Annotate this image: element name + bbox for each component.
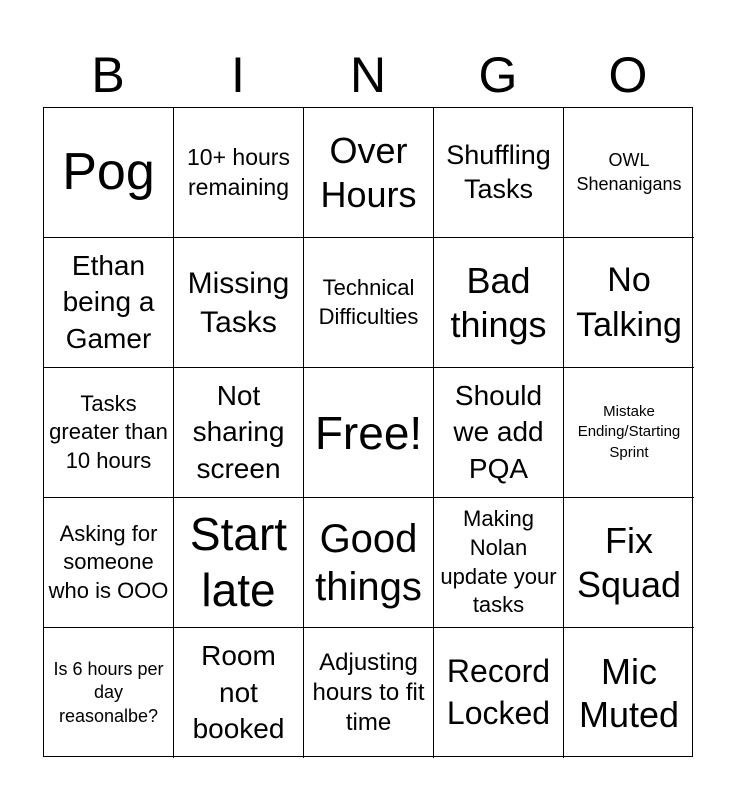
cell-text: Record Locked	[446, 653, 551, 731]
bingo-cell-r5c5[interactable]	[564, 628, 694, 758]
cell-text: Technical Difficulties	[318, 274, 419, 329]
bingo-cell-r3c1[interactable]	[44, 368, 174, 498]
bingo-cell-r1c5[interactable]	[564, 108, 694, 238]
cell-text: Should we add PQA	[453, 379, 544, 484]
cell-text: Mic Muted	[578, 650, 680, 735]
bingo-cell-r4c2[interactable]	[174, 498, 304, 628]
cell-text: Asking for someone who is OOO	[48, 520, 169, 603]
bingo-cell-r4c5[interactable]	[564, 498, 694, 628]
bingo-cell-r5c4[interactable]	[434, 628, 564, 758]
bingo-cell-r1c1[interactable]	[44, 108, 174, 238]
bingo-card-grid	[43, 107, 693, 757]
cell-text: Good things	[315, 516, 422, 609]
bingo-cell-r2c2[interactable]	[174, 238, 304, 368]
bingo-cell-r4c3[interactable]	[304, 498, 434, 628]
bingo-cell-r5c1[interactable]	[44, 628, 174, 758]
header-letter-i: I	[231, 47, 245, 103]
cell-text: Bad things	[450, 260, 547, 345]
cell-text: Shuffling Tasks	[446, 139, 551, 204]
bingo-cell-r4c4[interactable]	[434, 498, 564, 628]
cell-text: Making Nolan update your tasks	[440, 506, 557, 618]
cell-text: 10+ hours remaining	[187, 143, 290, 200]
header-letter-g: G	[478, 47, 518, 103]
bingo-cell-r3c4[interactable]	[434, 368, 564, 498]
cell-text: No Talking	[576, 261, 682, 344]
bingo-cell-r3c5[interactable]	[564, 368, 694, 498]
cell-text: Not sharing screen	[192, 379, 285, 484]
bingo-cell-r3c2[interactable]	[174, 368, 304, 498]
header-letter-o: O	[608, 47, 648, 103]
bingo-cell-r1c4[interactable]	[434, 108, 564, 238]
bingo-cell-r1c3[interactable]	[304, 108, 434, 238]
cell-text: Free!	[314, 406, 423, 459]
cell-text: Is 6 hours per day reasonalbe?	[53, 658, 164, 726]
bingo-cell-r2c5[interactable]	[564, 238, 694, 368]
bingo-cell-r5c2[interactable]	[174, 628, 304, 758]
bingo-cell-r2c4[interactable]	[434, 238, 564, 368]
cell-text: Fix Squad	[576, 520, 682, 605]
cell-text: Over Hours	[320, 130, 417, 215]
cell-text: Adjusting hours to fit time	[312, 649, 425, 736]
bingo-cell-r2c3[interactable]	[304, 238, 434, 368]
cell-text: Ethan being a Gamer	[62, 249, 155, 354]
bingo-header	[43, 44, 693, 106]
bingo-cell-r5c3[interactable]	[304, 628, 434, 758]
header-letter-n: N	[349, 47, 387, 103]
cell-text: Pog	[62, 143, 155, 202]
cell-text: Start late	[189, 508, 288, 616]
cell-text: Mistake Ending/Starting Sprint	[577, 403, 681, 461]
header-letter-b: B	[91, 47, 125, 103]
cell-text: Missing Tasks	[187, 266, 290, 339]
bingo-cell-r2c1[interactable]	[44, 238, 174, 368]
cell-text: Tasks greater than 10 hours	[49, 390, 168, 473]
cell-text: Room not booked	[192, 640, 285, 745]
cell-text: OWL Shenanigans	[576, 150, 682, 194]
bingo-cell-r1c2[interactable]	[174, 108, 304, 238]
bingo-cell-r3c3[interactable]	[304, 368, 434, 498]
bingo-cell-r4c1[interactable]	[44, 498, 174, 628]
